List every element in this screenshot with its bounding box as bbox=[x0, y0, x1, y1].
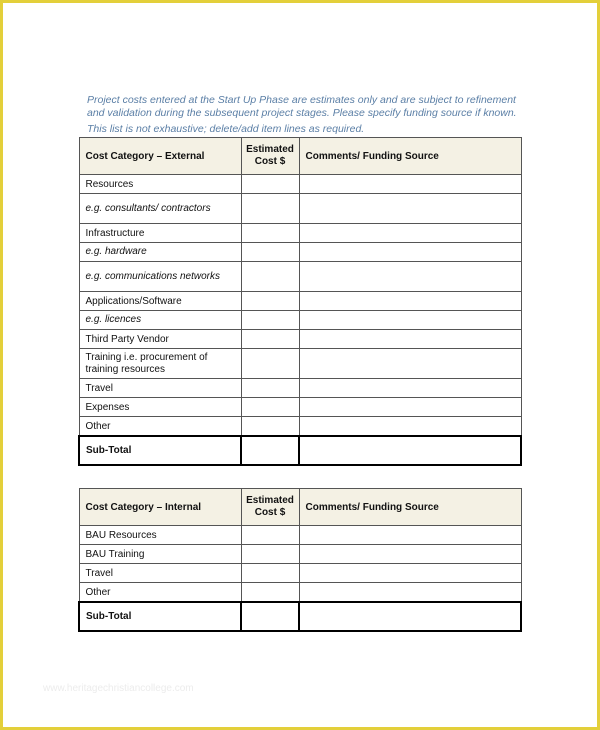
row-label: e.g. hardware bbox=[79, 243, 241, 262]
estimate-cell[interactable] bbox=[241, 583, 299, 603]
comments-cell[interactable] bbox=[299, 175, 521, 194]
header-estimated-cost: Estimated Cost $ bbox=[241, 138, 299, 175]
comments-cell[interactable] bbox=[299, 398, 521, 417]
subtotal-row bbox=[79, 602, 521, 631]
external-cost-table bbox=[78, 137, 522, 466]
estimate-cell[interactable] bbox=[241, 311, 299, 330]
watermark: www.heritagechristiancollege.com bbox=[43, 683, 194, 694]
subtotal-comments-cell[interactable] bbox=[299, 602, 521, 631]
table-row bbox=[79, 526, 521, 545]
subtotal-estimate-cell[interactable] bbox=[241, 436, 299, 465]
row-label: Training i.e. procurement of training resources bbox=[79, 349, 241, 379]
header-estimated-cost: Estimated Cost $ bbox=[241, 489, 299, 526]
row-label: Other bbox=[79, 583, 241, 603]
table-row bbox=[79, 545, 521, 564]
comments-cell[interactable] bbox=[299, 194, 521, 224]
table-row bbox=[79, 417, 521, 437]
table-header-row bbox=[79, 138, 521, 175]
table-row bbox=[79, 583, 521, 603]
comments-cell[interactable] bbox=[299, 330, 521, 349]
estimate-cell[interactable] bbox=[241, 398, 299, 417]
estimate-cell[interactable] bbox=[241, 175, 299, 194]
comments-cell[interactable] bbox=[299, 349, 521, 379]
table-row bbox=[79, 175, 521, 194]
subtotal-estimate-cell[interactable] bbox=[241, 602, 299, 631]
estimate-cell[interactable] bbox=[241, 262, 299, 292]
row-label: Travel bbox=[79, 379, 241, 398]
table-header-row bbox=[79, 489, 521, 526]
instructions bbox=[87, 94, 527, 136]
comments-cell[interactable] bbox=[299, 526, 521, 545]
comments-cell[interactable] bbox=[299, 545, 521, 564]
row-label: BAU Resources bbox=[79, 526, 241, 545]
header-comments: Comments/ Funding Source bbox=[299, 489, 521, 526]
row-label: Expenses bbox=[79, 398, 241, 417]
row-label: Resources bbox=[79, 175, 241, 194]
instructions-note: This list is not exhaustive; delete/add item lines as required. bbox=[87, 123, 365, 135]
table-row bbox=[79, 262, 521, 292]
row-label: e.g. communications networks bbox=[79, 262, 241, 292]
table-row bbox=[79, 398, 521, 417]
row-label: Applications/Software bbox=[79, 292, 241, 311]
estimate-cell[interactable] bbox=[241, 564, 299, 583]
estimate-cell[interactable] bbox=[241, 330, 299, 349]
subtotal-row bbox=[79, 436, 521, 465]
header-cost-category: Cost Category – Internal bbox=[79, 489, 241, 526]
row-label: Third Party Vendor bbox=[79, 330, 241, 349]
row-label: Travel bbox=[79, 564, 241, 583]
subtotal-label: Sub-Total bbox=[79, 602, 241, 631]
estimate-cell[interactable] bbox=[241, 545, 299, 564]
table-row bbox=[79, 243, 521, 262]
comments-cell[interactable] bbox=[299, 564, 521, 583]
estimate-cell[interactable] bbox=[241, 349, 299, 379]
row-label: Infrastructure bbox=[79, 224, 241, 243]
table-row bbox=[79, 379, 521, 398]
internal-cost-table bbox=[78, 488, 522, 632]
table-row bbox=[79, 349, 521, 379]
comments-cell[interactable] bbox=[299, 583, 521, 603]
estimate-cell[interactable] bbox=[241, 526, 299, 545]
estimate-cell[interactable] bbox=[241, 194, 299, 224]
comments-cell[interactable] bbox=[299, 417, 521, 437]
table-row bbox=[79, 564, 521, 583]
header-comments: Comments/ Funding Source bbox=[299, 138, 521, 175]
header-cost-category: Cost Category – External bbox=[79, 138, 241, 175]
comments-cell[interactable] bbox=[299, 224, 521, 243]
subtotal-comments-cell[interactable] bbox=[299, 436, 521, 465]
table-row bbox=[79, 194, 521, 224]
comments-cell[interactable] bbox=[299, 379, 521, 398]
estimate-cell[interactable] bbox=[241, 243, 299, 262]
row-label: e.g. licences bbox=[79, 311, 241, 330]
estimate-cell[interactable] bbox=[241, 417, 299, 437]
row-label: BAU Training bbox=[79, 545, 241, 564]
table-row bbox=[79, 224, 521, 243]
comments-cell[interactable] bbox=[299, 243, 521, 262]
subtotal-label: Sub-Total bbox=[79, 436, 241, 465]
estimate-cell[interactable] bbox=[241, 224, 299, 243]
row-label: e.g. consultants/ contractors bbox=[79, 194, 241, 224]
comments-cell[interactable] bbox=[299, 311, 521, 330]
estimate-cell[interactable] bbox=[241, 379, 299, 398]
table-row bbox=[79, 330, 521, 349]
table-row bbox=[79, 311, 521, 330]
estimate-cell[interactable] bbox=[241, 292, 299, 311]
instructions-text: Project costs entered at the Start Up Phase are estimates only and are subject to refinement and validation during the subsequent project stages. Please specify funding source if known. bbox=[87, 94, 517, 119]
comments-cell[interactable] bbox=[299, 262, 521, 292]
row-label: Other bbox=[79, 417, 241, 437]
comments-cell[interactable] bbox=[299, 292, 521, 311]
table-row bbox=[79, 292, 521, 311]
